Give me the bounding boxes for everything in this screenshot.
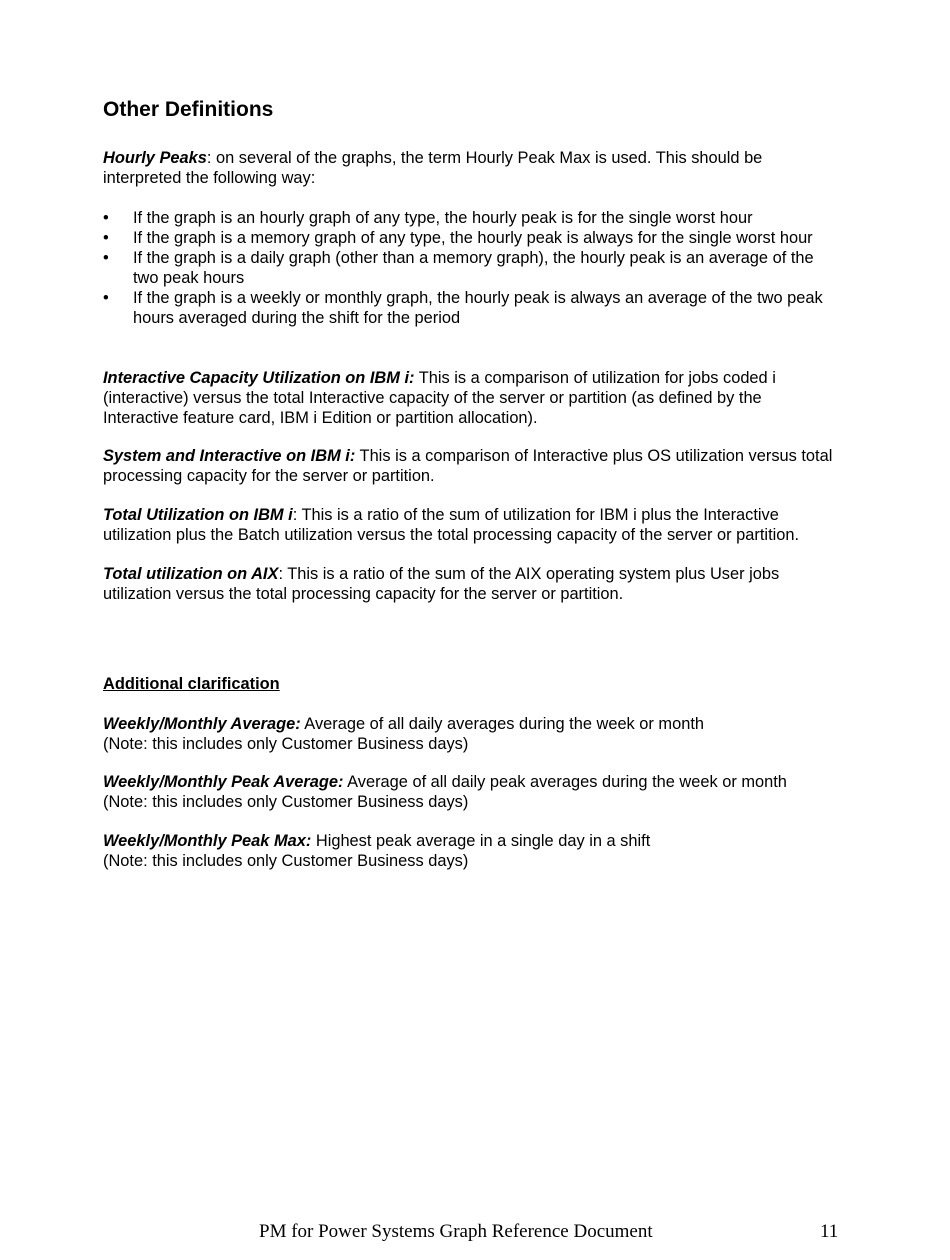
definition-note: (Note: this includes only Customer Business days) (103, 735, 469, 753)
hourly-peaks-paragraph (103, 148, 838, 188)
list-item-text: If the graph is a weekly or monthly graph, the hourly peak is always an average of the two peak hours averaged during the shift for the period (133, 289, 823, 327)
page-number: 11 (820, 1221, 839, 1242)
section-heading: Other Definitions (103, 98, 274, 121)
definition-term: Hourly Peaks (103, 149, 207, 167)
bullet-icon: • (103, 229, 109, 247)
list-item (103, 248, 838, 288)
definition-term: Interactive Capacity Utilization on IBM i: (103, 369, 415, 387)
definition-note: (Note: this includes only Customer Business days) (103, 793, 469, 811)
weekly-monthly-average-definition (103, 714, 838, 754)
list-item (103, 228, 838, 248)
list-item-text: If the graph is a daily graph (other than a memory graph), the hourly peak is an average of the two peak hours (133, 249, 814, 287)
total-utilization-aix-definition (103, 564, 838, 604)
interactive-capacity-definition (103, 368, 838, 428)
definition-term: Total Utilization on IBM i (103, 506, 293, 524)
list-item (103, 288, 838, 328)
definition-term: System and Interactive on IBM i: (103, 447, 356, 465)
definition-text: Highest peak average in a single day in a shift (311, 832, 651, 850)
bullet-icon: • (103, 209, 109, 227)
definition-text: : on several of the graphs, the term Hourly Peak Max is used. This should be interpreted the following way: (103, 149, 763, 187)
footer-document-title: PM for Power Systems Graph Reference Document (259, 1221, 653, 1242)
definition-text: : This is a ratio of the sum of the AIX operating system plus User jobs utilization versus the total processing capacity for the server or partition. (103, 565, 780, 603)
hourly-peak-rules-list (103, 208, 838, 328)
list-item-text: If the graph is an hourly graph of any type, the hourly peak is for the single worst hour (133, 209, 753, 227)
list-item-text: If the graph is a memory graph of any type, the hourly peak is always for the single worst hour (133, 229, 813, 247)
weekly-monthly-peak-average-definition (103, 772, 838, 812)
definition-term: Weekly/Monthly Peak Average: (103, 773, 344, 791)
definition-text: Average of all daily peak averages during the week or month (343, 773, 787, 791)
additional-clarification-heading: Additional clarification (103, 675, 280, 693)
weekly-monthly-peak-max-definition (103, 831, 838, 871)
system-interactive-definition (103, 446, 838, 486)
definition-term: Total utilization on AIX (103, 565, 279, 583)
definition-term: Weekly/Monthly Average: (103, 715, 301, 733)
definition-term: Weekly/Monthly Peak Max: (103, 832, 312, 850)
definition-text: This is a comparison of utilization for jobs coded i (interactive) versus the total Interactive capacity of the server or partition (as defined by the Interactive feature card, IBM i Edition or partition allocation). (103, 369, 776, 427)
definition-note: (Note: this includes only Customer Business days) (103, 852, 469, 870)
definition-text: Average of all daily averages during the week or month (300, 715, 704, 733)
total-utilization-ibmi-definition (103, 505, 838, 545)
definition-text: : This is a ratio of the sum of utilization for IBM i plus the Interactive utilization plus the Batch utilization versus the total processing capacity of the server or partition. (103, 506, 800, 544)
page-footer (0, 1221, 950, 1245)
list-item (103, 208, 838, 228)
definition-text: This is a comparison of Interactive plus OS utilization versus total processing capacity for the server or partition. (103, 447, 833, 485)
bullet-icon: • (103, 289, 109, 307)
bullet-icon: • (103, 249, 109, 267)
